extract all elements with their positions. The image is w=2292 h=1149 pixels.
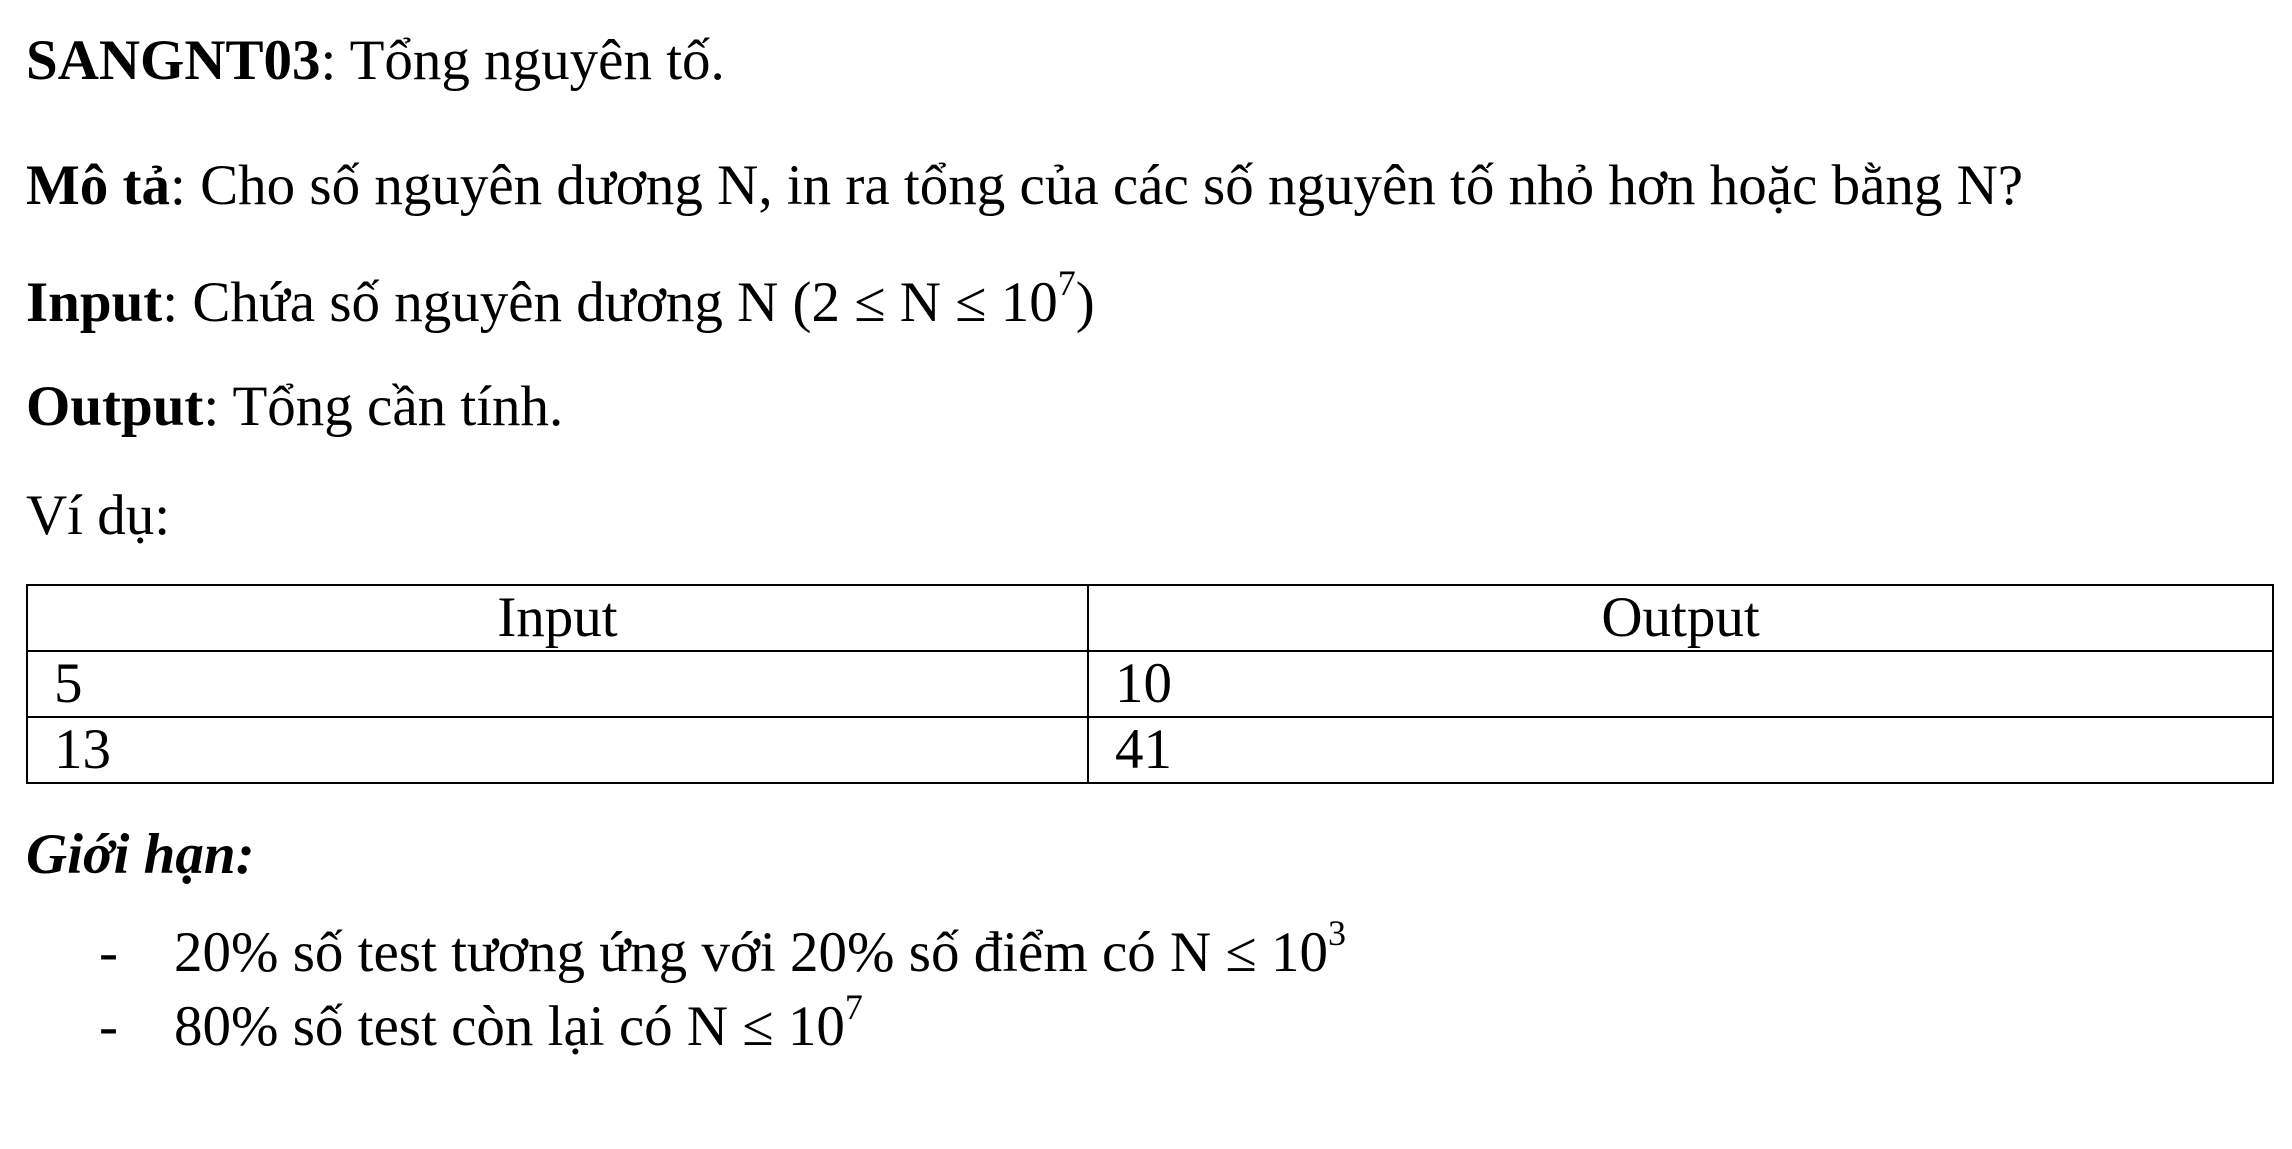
table-cell-output: 41 <box>1088 717 2273 783</box>
table-row <box>27 651 2273 717</box>
table-header-row <box>27 585 2273 651</box>
table-cell-input: 13 <box>27 717 1088 783</box>
table-cell-input: 5 <box>27 651 1088 717</box>
input-close: ) <box>1075 271 1095 334</box>
list-item-text: 80% số test còn lại có N ≤ 10 <box>174 995 845 1058</box>
input-label: Input <box>26 271 163 334</box>
problem-title-text: : Tổng nguyên tố. <box>320 29 725 92</box>
examples-table <box>26 584 2274 784</box>
list-item-exponent: 7 <box>844 987 863 1027</box>
output-label: Output <box>26 375 204 438</box>
problem-code: SANGNT03 <box>26 29 321 92</box>
description-label: Mô tả <box>26 154 171 217</box>
table-header-output: Output <box>1088 585 2273 651</box>
input-text: : Chứa số nguyên dương N (2 ≤ N ≤ 10 <box>162 271 1058 334</box>
example-label: Ví dụ: <box>26 484 171 547</box>
limits-heading: Giới hạn: <box>26 823 255 886</box>
list-dash: - <box>99 921 118 984</box>
list-item-text: 20% số test tương ứng với 20% số điểm có N ≤ 10 <box>174 921 1328 984</box>
table-row <box>27 717 2273 783</box>
problem-title <box>26 26 725 96</box>
problem-statement <box>26 0 2276 1149</box>
table-header-input: Input <box>27 585 1088 651</box>
output-text: : Tổng cần tính. <box>203 375 564 438</box>
input-exponent: 7 <box>1057 263 1076 303</box>
problem-description <box>26 151 2023 221</box>
table-cell-output: 10 <box>1088 651 2273 717</box>
list-dash: - <box>99 995 118 1058</box>
input-spec <box>26 263 1095 338</box>
list-item-exponent: 3 <box>1327 913 1346 953</box>
output-spec <box>26 372 563 442</box>
description-text: : Cho số nguyên dương N, in ra tổng của các số nguyên tố nhỏ hơn hoặc bằng N? <box>170 154 2024 217</box>
